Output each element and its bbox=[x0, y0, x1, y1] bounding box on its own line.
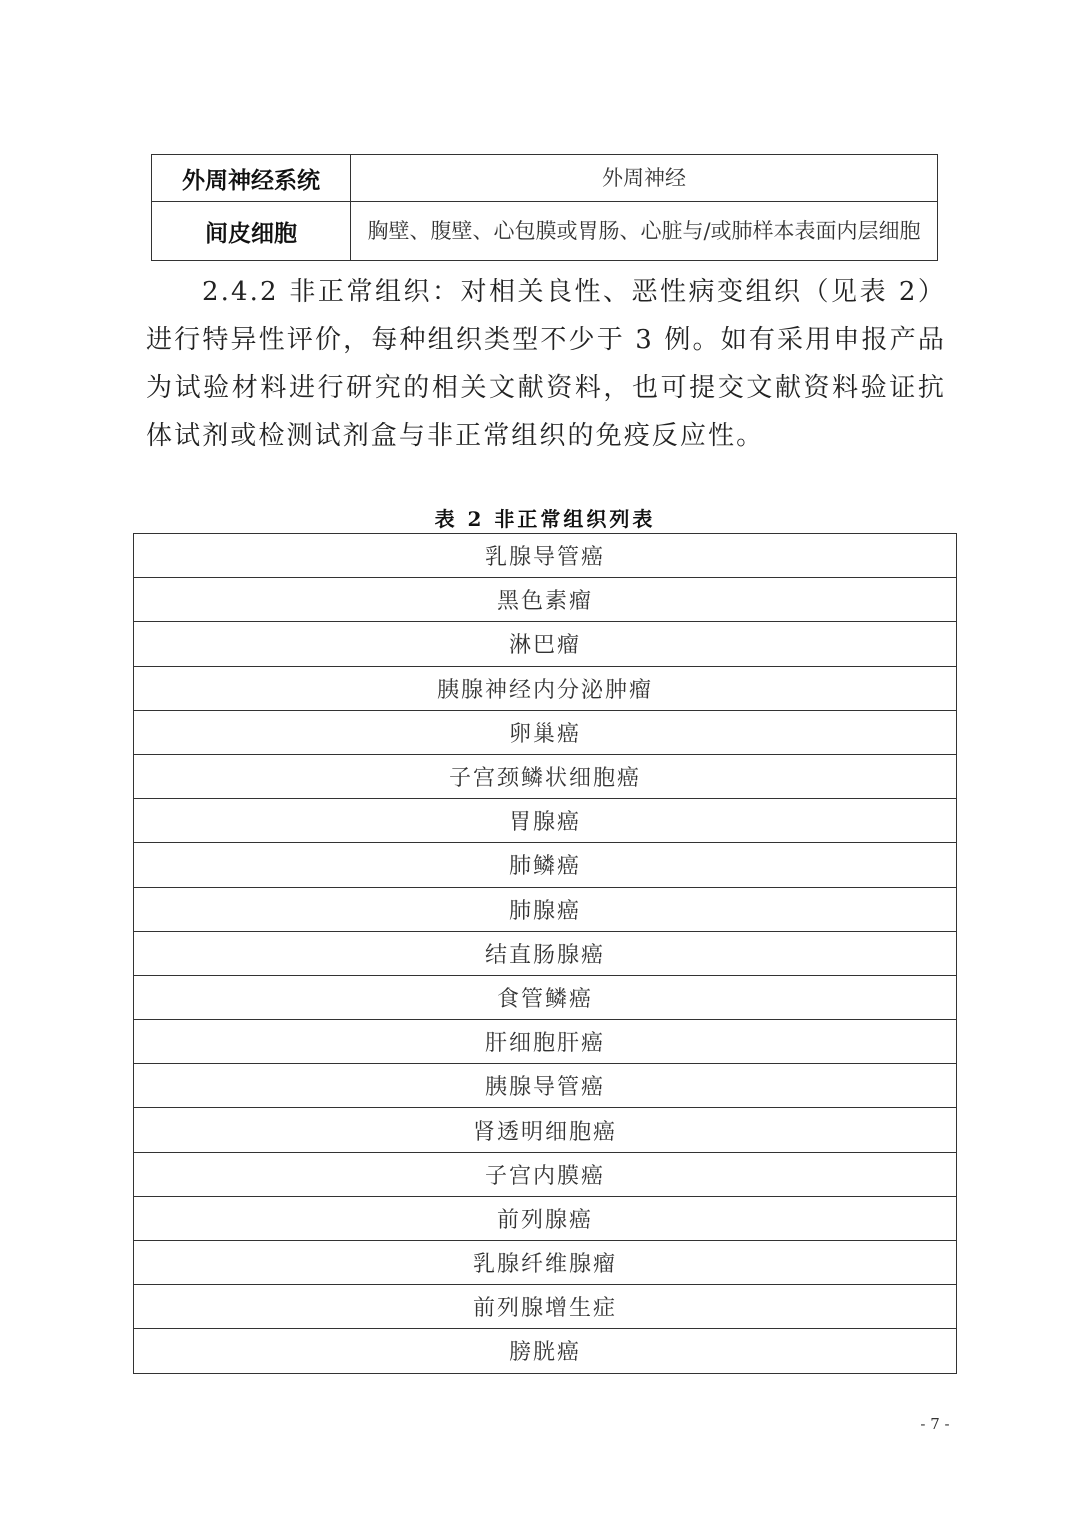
body-paragraph: 2.4.2 非正常组织：对相关良性、恶性病变组织（见表 2）进行特异性评价，每种组织类型不少于 3 例。如有采用申报产品为试验材料进行研究的相关文献资料，也可提交文献资料验证抗体试剂或检测试剂盒与非正常组织的免疫反应性。 bbox=[146, 277, 946, 451]
tissue-type-cell: 前列腺癌 bbox=[134, 1196, 957, 1240]
tissue-type-cell: 乳腺导管癌 bbox=[134, 534, 957, 578]
tissue-type-cell: 前列腺增生症 bbox=[134, 1285, 957, 1329]
table-row bbox=[134, 710, 957, 754]
table-row bbox=[134, 1064, 957, 1108]
table-row bbox=[134, 1152, 957, 1196]
table-row bbox=[134, 578, 957, 622]
table-row bbox=[134, 1329, 957, 1373]
abnormal-tissue-table bbox=[133, 533, 957, 1374]
tissue-type-cell: 卵巢癌 bbox=[134, 710, 957, 754]
tissue-table-continued bbox=[151, 154, 938, 261]
table-row bbox=[134, 799, 957, 843]
table-row bbox=[152, 155, 938, 202]
tissue-type-cell: 子宫颈鳞状细胞癌 bbox=[134, 754, 957, 798]
table-row bbox=[134, 975, 957, 1019]
table-row bbox=[152, 202, 938, 261]
tissue-description-cell: 外周神经 bbox=[351, 155, 938, 202]
tissue-type-cell: 黑色素瘤 bbox=[134, 578, 957, 622]
tissue-type-cell: 结直肠腺癌 bbox=[134, 931, 957, 975]
tissue-type-cell: 肺鳞癌 bbox=[134, 843, 957, 887]
page-number: - 7 - bbox=[920, 1415, 950, 1433]
table-row bbox=[134, 843, 957, 887]
tissue-type-cell: 膀胱癌 bbox=[134, 1329, 957, 1373]
tissue-type-cell: 乳腺纤维腺瘤 bbox=[134, 1241, 957, 1285]
table-row bbox=[134, 887, 957, 931]
table-row bbox=[134, 1285, 957, 1329]
table-caption: 表 2 非正常组织列表 bbox=[434, 507, 656, 531]
tissue-type-cell: 淋巴瘤 bbox=[134, 622, 957, 666]
tissue-description-cell: 胸壁、腹壁、心包膜或胃肠、心脏与/或肺样本表面内层细胞 bbox=[351, 202, 938, 261]
table-row bbox=[134, 1020, 957, 1064]
tissue-type-cell: 胃腺癌 bbox=[134, 799, 957, 843]
tissue-type-cell: 子宫内膜癌 bbox=[134, 1152, 957, 1196]
table-row bbox=[134, 754, 957, 798]
table-row bbox=[134, 534, 957, 578]
tissue-type-cell: 食管鳞癌 bbox=[134, 975, 957, 1019]
table-row bbox=[134, 1241, 957, 1285]
tissue-system-cell: 外周神经系统 bbox=[152, 155, 351, 202]
table-row bbox=[134, 622, 957, 666]
table-row bbox=[134, 931, 957, 975]
tissue-type-cell: 肾透明细胞癌 bbox=[134, 1108, 957, 1152]
tissue-type-cell: 肺腺癌 bbox=[134, 887, 957, 931]
tissue-system-cell: 间皮细胞 bbox=[152, 202, 351, 261]
tissue-type-cell: 肝细胞肝癌 bbox=[134, 1020, 957, 1064]
table-row bbox=[134, 1196, 957, 1240]
table-row bbox=[134, 666, 957, 710]
table-row bbox=[134, 1108, 957, 1152]
tissue-type-cell: 胰腺导管癌 bbox=[134, 1064, 957, 1108]
tissue-type-cell: 胰腺神经内分泌肿瘤 bbox=[134, 666, 957, 710]
